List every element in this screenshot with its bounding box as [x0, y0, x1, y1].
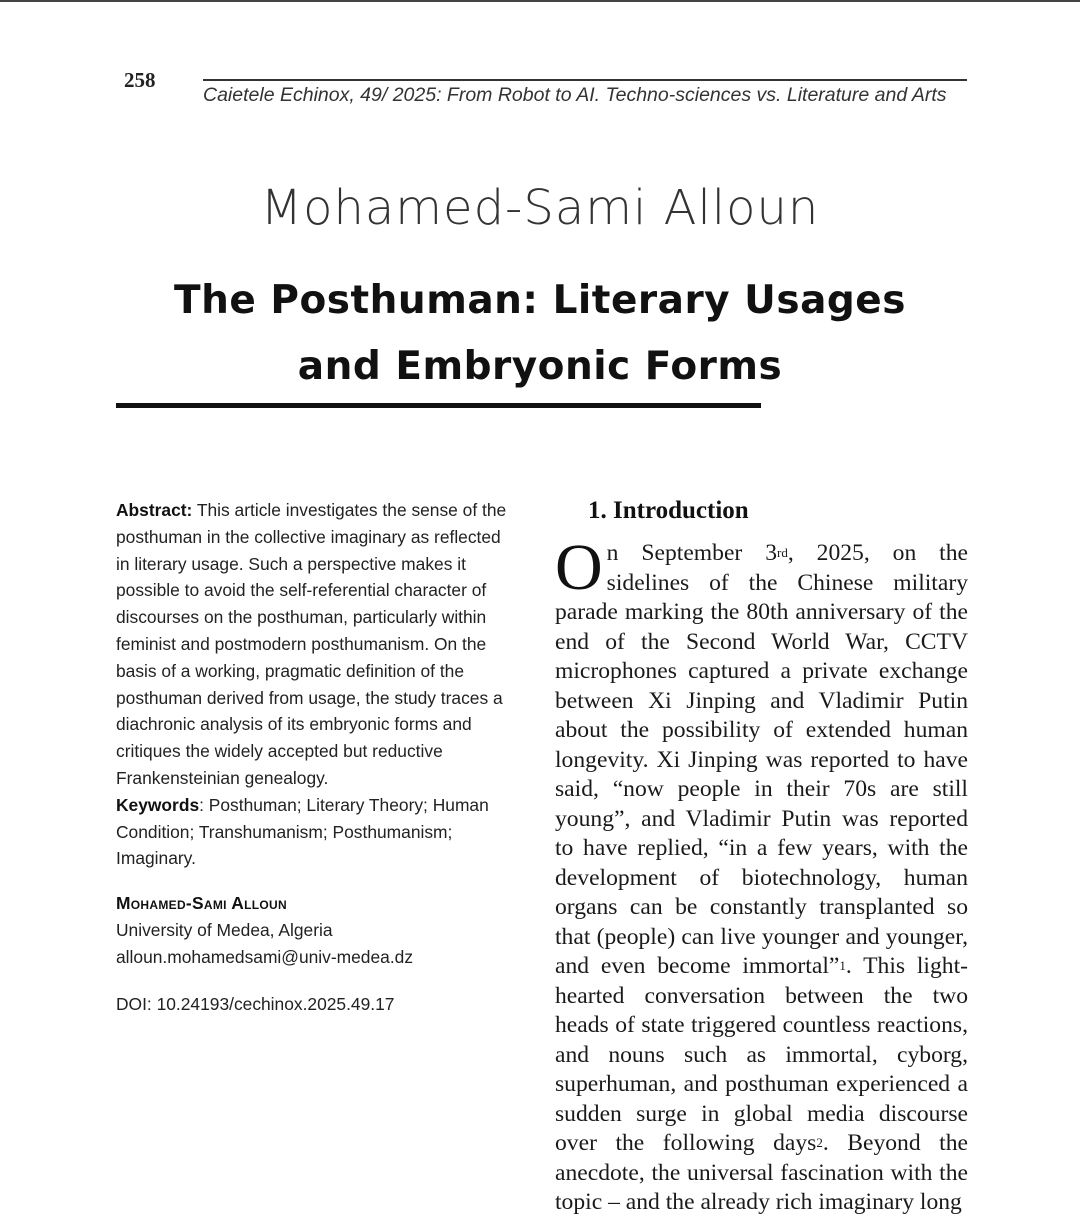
keywords-label: Keywords	[116, 794, 200, 815]
affiliation-block	[116, 890, 511, 970]
affiliation-email[interactable]: alloun.mohamedsami@univ-medea.dz	[116, 946, 414, 967]
keywords	[116, 792, 511, 872]
body-paragraph	[555, 531, 968, 1218]
abstract	[116, 497, 511, 792]
body-column	[555, 495, 968, 1218]
title-rule	[116, 403, 761, 408]
title-line-2: and Embryonic Forms	[297, 344, 783, 389]
doi[interactable]: DOI: 10.24193/cechinox.2025.49.17	[116, 993, 395, 1014]
page-top-border	[0, 0, 1080, 2]
drop-cap: O	[555, 531, 603, 604]
body-segment-4: . Beyond the anecdote, the universal fascination with the topic – and the already rich imaginary long	[555, 1130, 968, 1215]
keywords-text: : Posthuman; Literary Theory; Human Condition; Transhumanism; Posthumanism; Imaginary.	[116, 794, 489, 869]
body-segment-2: , 2025, on the sidelines of the Chinese military parade marking the 80th anniversary of the end of the Second World War, CCTV microphones captured a private exchange between Xi Jinping and Vladimir Putin about the possibility of extended human longevity. Xi Jinping was reported to have said, “now people in their 70s are still young”, and Vladimir Putin was reported to have replied, “in a few years, with the development of biotechnology, human organs can be constantly transplanted so that (people) can live younger and younger, and even become immortal”	[555, 540, 968, 979]
affiliation-institution: University of Medea, Algeria	[116, 919, 333, 940]
body-segment-3: . This light-hearted conversation between the two heads of state triggered countless reactions, and nouns such as immortal, cyborg, superhuman, and posthuman experienced a sudden surge in global media discourse over the following days	[555, 953, 968, 1156]
body-segment-1: n September 3	[606, 540, 778, 566]
abstract-label: Abstract:	[116, 500, 193, 520]
running-header: Caietele Echinox, 49/ 2025: From Robot to AI. Techno-sciences vs. Literature and Arts	[203, 84, 947, 106]
footnote-ref-2[interactable]: 2	[816, 1135, 823, 1151]
abstract-column	[116, 497, 511, 1017]
footnote-ref-1[interactable]: 1	[839, 958, 846, 974]
title-line-1: The Posthuman: Literary Usages	[174, 278, 906, 323]
affiliation-name: Mohamed-Sami Alloun	[116, 893, 287, 914]
header-rule	[203, 79, 967, 81]
abstract-text: This article investigates the sense of the posthuman in the collective imaginary as reflected in literary usage. Such a perspective makes it possible to avoid the self-referential character of discourses on the posthuman, particularly within feminist and postmodern posthumanism. On the basis of a working, pragmatic definition of the posthuman derived from usage, the study traces a diachronic analysis of its embryonic forms and critiques the widely accepted but reductive Frankensteinian genealogy.	[116, 500, 507, 788]
ordinal-superscript: rd	[777, 545, 788, 561]
article-title	[0, 268, 1080, 400]
page-number: 258	[124, 68, 156, 92]
article-author: Mohamed-Sami Alloun	[260, 180, 820, 236]
section-heading: 1. Introduction	[588, 497, 749, 524]
